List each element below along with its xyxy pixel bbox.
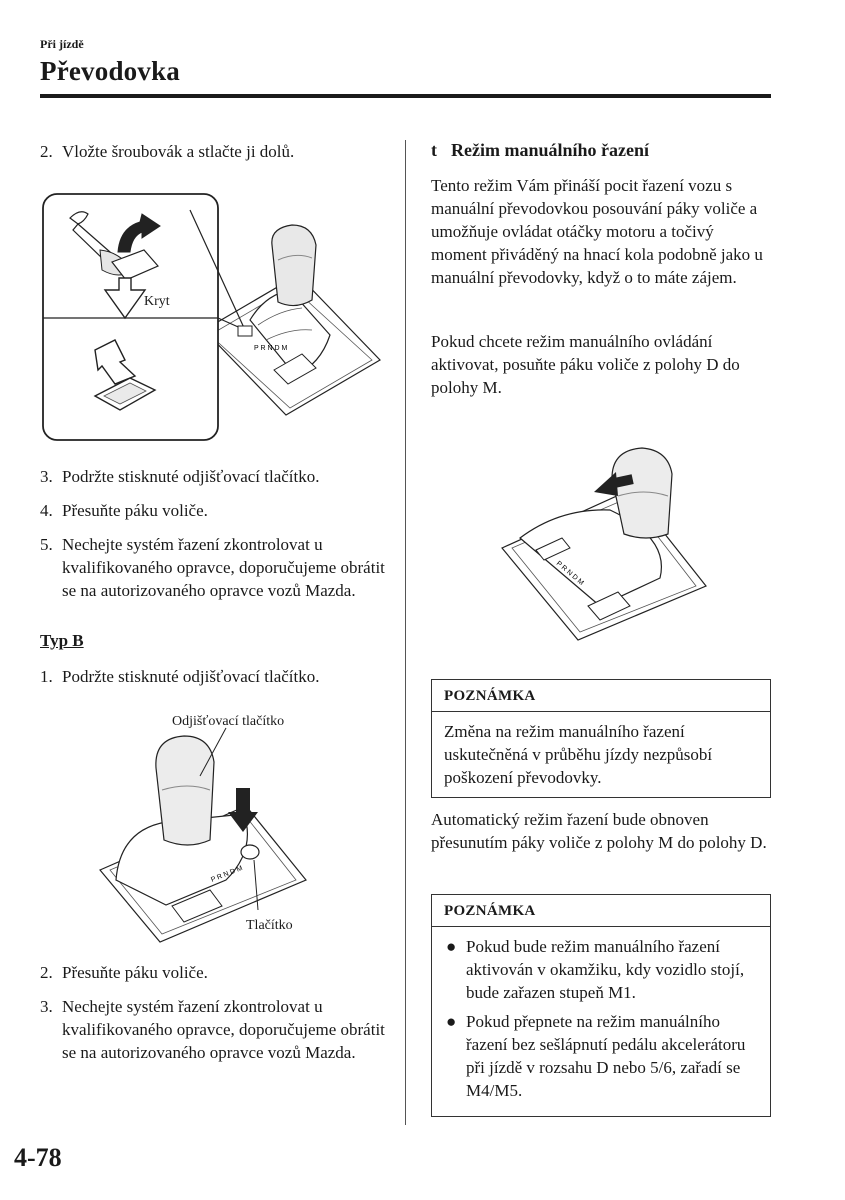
step-number: 5.	[40, 535, 53, 554]
figure-type-b-svg	[96, 710, 346, 945]
step-5	[40, 533, 390, 602]
heading-text: Režim manuálního řazení	[451, 140, 649, 160]
auto-mode-restore: Automatický režim řazení bude obnoven přesunutím páky voliče z polohy M do polohy D.	[431, 810, 767, 852]
step-number: 4.	[40, 501, 53, 520]
step-text: Přesuňte páku voliče.	[62, 963, 208, 982]
cover-label: Kryt	[144, 294, 170, 309]
step-text: Nechejte systém řazení zkontrolovat u kvalifikovaného opravce, doporučujeme obrátit se na autorizovaného opravce vozů Mazda.	[62, 535, 385, 600]
note-bullet	[444, 1010, 758, 1102]
gate-letters: P R N D M	[554, 560, 585, 587]
manual-mode-heading	[431, 140, 649, 161]
step-2	[40, 140, 390, 163]
bullet-dot: ●	[446, 1012, 457, 1031]
gate-letters: P R N D M	[210, 864, 244, 884]
manual-mode-activate: Pokud chcete režim manuálního ovládání aktivovat, posuňte páku voliče z polohy D do polohy M.	[431, 332, 740, 397]
note-box-2	[431, 894, 771, 1117]
bullet-dot: ●	[446, 937, 457, 956]
step-number: 3.	[40, 997, 53, 1016]
page-title: Převodovka	[40, 56, 180, 86]
step-number: 1.	[40, 667, 53, 686]
note-box-1	[431, 679, 771, 798]
page-number: 4-78	[14, 1143, 62, 1172]
step-number: 2.	[40, 963, 53, 982]
type-b-step-2	[40, 961, 390, 984]
step-number: 3.	[40, 467, 53, 486]
gate-letters: P R N D M	[254, 345, 288, 352]
type-b-heading: Typ B	[40, 631, 84, 650]
step-text: Vložte šroubovák a stlačte ji dolů.	[62, 142, 295, 161]
step-3	[40, 465, 390, 488]
bullet-text: Pokud přepnete na režim manuálního řazení bez sešlápnutí pedálu akcelerátoru při jízdě v rozsahu D nebo 5/6, zařadí se M4/M5.	[466, 1012, 746, 1100]
step-number: 2.	[40, 142, 53, 161]
figure-cover-svg	[40, 190, 390, 450]
step-text: Podržte stisknuté odjišťovací tlačítko.	[62, 467, 320, 486]
figure-manual-shift-svg	[500, 438, 710, 643]
note-title: POZNÁMKA	[432, 895, 770, 927]
title-rule	[40, 94, 771, 98]
heading-marker: t	[431, 140, 437, 160]
button-label: Tlačítko	[246, 918, 293, 933]
type-b-step-1	[40, 665, 390, 688]
step-text: Přesuňte páku voliče.	[62, 501, 208, 520]
note-title: POZNÁMKA	[432, 680, 770, 712]
bullet-text: Pokud bude režim manuálního řazení aktivován v okamžiku, kdy vozidlo stojí, bude zařazen stupeň M1.	[466, 937, 745, 1002]
note-text: Změna na režim manuálního řazení uskutečněná v průběhu jízdy nezpůsobí poškození převodovky.	[444, 722, 713, 787]
step-text: Nechejte systém řazení zkontrolovat u kvalifikovaného opravce, doporučujeme obrátit se na autorizovaného opravce vozů Mazda.	[62, 997, 385, 1062]
type-b-step-3	[40, 995, 390, 1064]
manual-mode-intro: Tento režim Vám přináší pocit řazení vozu s manuální převodovkou posouvání páky voliče a umožňuje ovládat otáčky motoru a točivý moment přiváděný na hnací kola podobně jako u manuální převodovky, když o to máte zájem.	[431, 176, 763, 287]
step-text: Podržte stisknuté odjišťovací tlačítko.	[62, 667, 320, 686]
column-divider	[405, 140, 406, 1125]
figure-cover-removal	[40, 190, 390, 450]
release-button-label: Odjišťovací tlačítko	[172, 714, 285, 729]
note-bullets	[432, 927, 770, 1116]
step-4	[40, 499, 390, 522]
note-bullet	[444, 935, 758, 1004]
figure-manual-shift	[500, 438, 710, 643]
figure-type-b-release	[96, 710, 346, 945]
section-label: Při jízdě	[40, 37, 84, 51]
